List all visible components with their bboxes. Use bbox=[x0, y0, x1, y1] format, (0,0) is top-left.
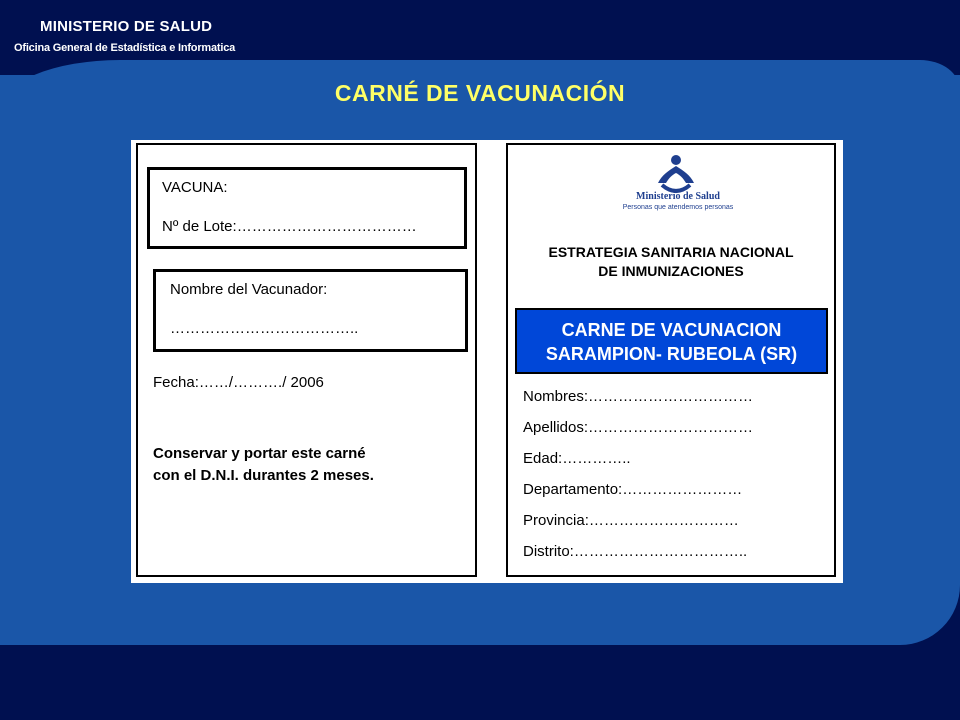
note-line-1: Conservar y portar este carné bbox=[153, 445, 366, 462]
field-edad: Edad:………….. bbox=[523, 450, 631, 467]
logo-name: Ministerio de Salud bbox=[636, 191, 720, 202]
date-field: Fecha:……/………./ 2006 bbox=[153, 374, 324, 391]
strategy-line-1: ESTRATEGIA SANITARIA NACIONAL bbox=[548, 244, 794, 260]
card-front bbox=[506, 143, 836, 577]
banner-line-2: SARAMPION- RUBEOLA (SR) bbox=[545, 344, 798, 364]
field-distrito: Distrito:…………………………….. bbox=[523, 543, 748, 560]
vaccine-label: VACUNA: bbox=[162, 179, 228, 196]
field-nombres: Nombres:…………………………… bbox=[523, 388, 754, 405]
field-apellidos: Apellidos:…………………………… bbox=[523, 419, 754, 436]
banner-line-1: CARNE DE VACUNACION bbox=[561, 320, 782, 340]
note-line-2: con el D.N.I. durantes 2 meses. bbox=[153, 467, 374, 484]
card-back bbox=[136, 143, 477, 577]
vaccinator-box bbox=[153, 269, 468, 352]
vaccination-card-image bbox=[131, 140, 843, 583]
vaccine-box bbox=[147, 167, 467, 249]
strategy-line-2: DE INMUNIZACIONES bbox=[598, 263, 744, 279]
slide-title: CARNÉ DE VACUNACIÓN bbox=[334, 80, 626, 106]
field-provincia: Provincia:………………………… bbox=[523, 512, 739, 529]
vaccinator-label: Nombre del Vacunador: bbox=[170, 281, 328, 298]
ministry-logo bbox=[618, 153, 738, 217]
vaccinator-field: ……………………………….. bbox=[170, 320, 359, 337]
vaccination-banner bbox=[515, 308, 828, 374]
header-subtitle: Oficina General de Estadística e Informatica bbox=[14, 42, 236, 54]
lot-number-field: Nº de Lote:……………………………… bbox=[162, 218, 417, 235]
logo-tagline: Personas que atendemos personas bbox=[622, 204, 734, 211]
header-title: MINISTERIO DE SALUD bbox=[40, 18, 213, 35]
field-departamento: Departamento:…………………… bbox=[523, 481, 743, 498]
